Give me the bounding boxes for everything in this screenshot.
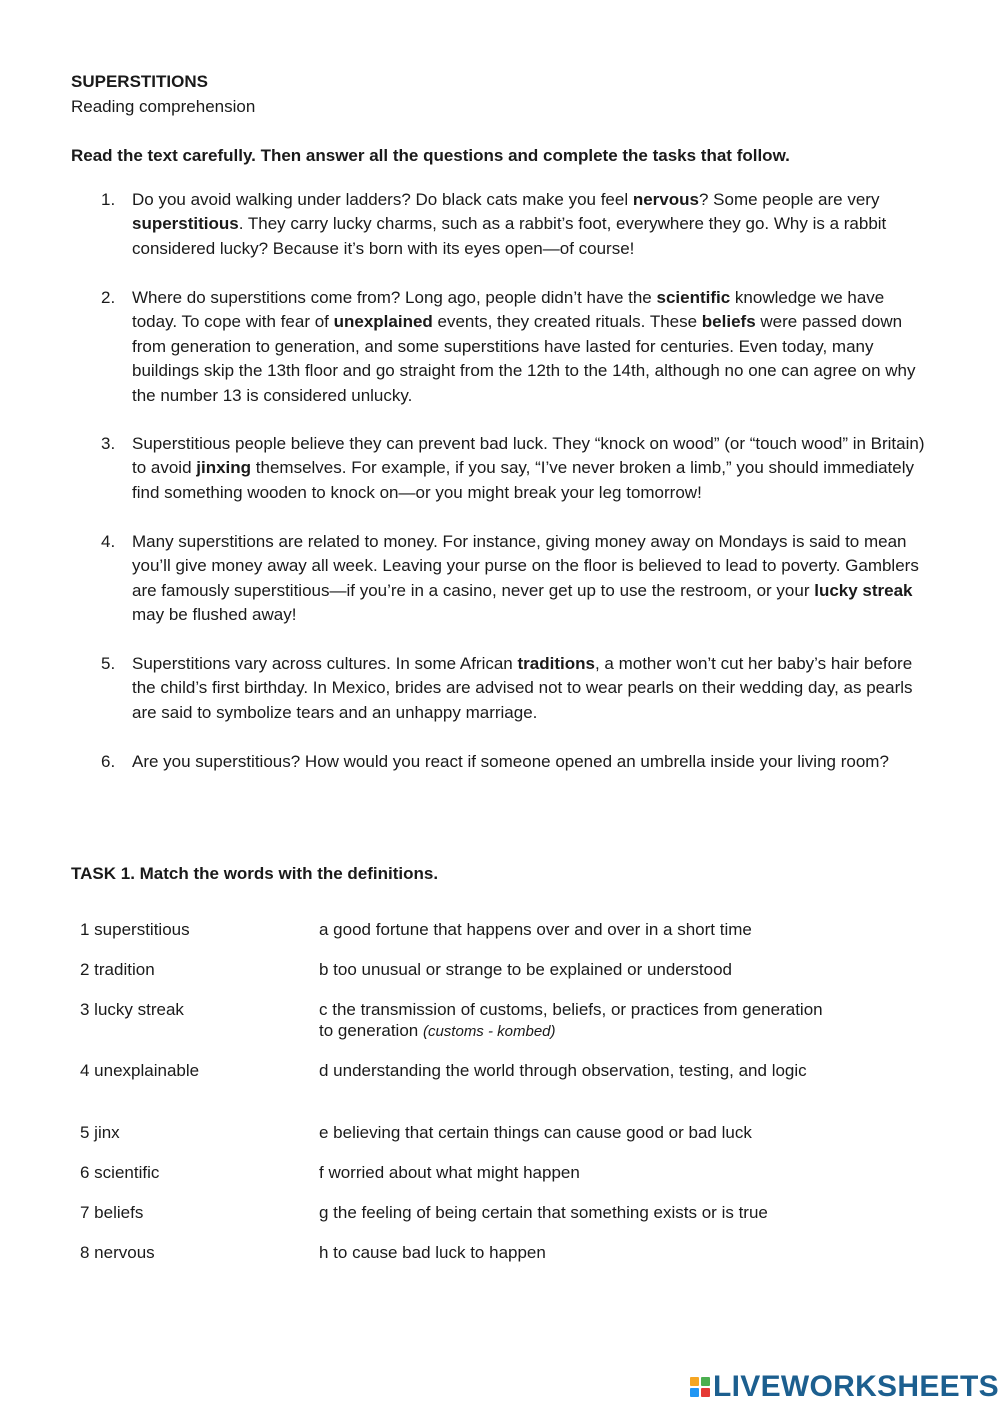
text-segment: Superstitious people believe they can prevent bad luck. They “knock on wood” (or “touch wood” in Britain) to avoid xyxy=(132,434,925,478)
instructions: Read the text carefully. Then answer all the questions and complete the tasks that follow. xyxy=(71,146,790,165)
match-definition: a good fortune that happens over and over in a short time xyxy=(319,920,752,939)
text-segment: , a mother won’t cut her baby’s hair before the child’s first birthday. In Mexico, brides are advised not to wear pearls on their wedding day, as pearls are said to symbolize tears and an unhappy marriage. xyxy=(132,654,913,722)
paragraph-text xyxy=(132,188,931,261)
match-word: 2 tradition xyxy=(80,960,155,979)
paragraph-number: 4. xyxy=(101,532,116,551)
key-word: superstitious xyxy=(132,214,239,234)
key-word: lucky streak xyxy=(814,580,913,600)
key-word: jinxing xyxy=(196,458,252,478)
logo-blocks-icon xyxy=(690,1377,710,1397)
match-word: 6 scientific xyxy=(80,1163,160,1182)
paragraph-number: 2. xyxy=(101,288,116,307)
text-segment: Are you superstitious? How would you react if someone opened an umbrella inside your living room? xyxy=(132,752,889,771)
paragraph-text xyxy=(132,432,931,505)
paragraph-number: 3. xyxy=(101,434,116,453)
paragraph-6 xyxy=(101,750,931,774)
paragraph-text xyxy=(132,530,931,628)
logo-block xyxy=(690,1388,699,1397)
match-word: 7 beliefs xyxy=(80,1203,144,1222)
text-segment: themselves. For example, if you say, “I’ve never broken a limb,” you should immediately find something wooden to knock on—or you might break your leg tomorrow! xyxy=(132,458,915,502)
page-title: SUPERSTITIONS xyxy=(71,72,208,91)
match-definition: g the feeling of being certain that something exists or is true xyxy=(319,1203,768,1222)
match-word: 1 superstitious xyxy=(80,920,190,939)
text-segment: . They carry lucky charms, such as a rabbit’s foot, everywhere they go. Why is a rabbit considered lucky? Because it’s born with its eyes open—of course! xyxy=(132,214,887,258)
text-segment: Many superstitions are related to money. For instance, giving money away on Mondays is said to mean you’ll give money away all week. Leaving your purse on the floor is believed to lead to poverty. Gamblers are famously superstitious—if you’re in a casino, never get up to use the restroom, or your xyxy=(132,532,919,600)
text-segment: knowledge we have today. To cope with fear of xyxy=(132,288,885,332)
definition-note: (customs - kombed) xyxy=(422,1023,556,1040)
match-word: 5 jinx xyxy=(80,1123,120,1142)
paragraph-number: 1. xyxy=(101,190,116,209)
logo-text: LIVEWORKSHEETS xyxy=(713,1370,999,1403)
key-word: nervous xyxy=(632,190,699,209)
liveworksheets-logo[interactable] xyxy=(690,1372,999,1402)
paragraph-text xyxy=(132,652,931,725)
key-word: traditions xyxy=(517,654,595,673)
text-segment: Superstitions vary across cultures. In some African xyxy=(132,654,518,673)
key-word: scientific xyxy=(656,288,731,307)
match-definition: b too unusual or strange to be explained or understood xyxy=(319,960,733,979)
text-segment: were passed down from generation to generation, and some superstitions have lasted for centuries. Even today, many buildings skip the 13th floor and go straight from the 12th to the 14th, although no one can agree on why the number 13 is considered unlucky. xyxy=(132,312,916,405)
paragraph-4 xyxy=(101,530,931,628)
text-segment: ? Some people are very xyxy=(698,190,880,209)
paragraph-text xyxy=(132,286,931,408)
text-segment: Do you avoid walking under ladders? Do black cats make you feel xyxy=(132,190,633,209)
match-definition: f worried about what might happen xyxy=(319,1163,580,1182)
match-definition: c the transmission of customs, beliefs, or practices from generation to generation (customs - kombed) xyxy=(319,1000,823,1040)
paragraph-3 xyxy=(101,432,931,505)
task-1-title: TASK 1. Match the words with the definitions. xyxy=(71,864,439,883)
text-segment: may be flushed away! xyxy=(132,605,297,625)
logo-block xyxy=(690,1377,699,1386)
match-definition: e believing that certain things can cause good or bad luck xyxy=(319,1123,752,1142)
match-word: 3 lucky streak xyxy=(80,1000,184,1019)
match-definition: d understanding the world through observation, testing, and logic xyxy=(319,1061,807,1080)
text-segment: Where do superstitions come from? Long ago, people didn’t have the xyxy=(132,288,657,307)
paragraph-text xyxy=(132,750,931,774)
paragraph-1 xyxy=(101,188,931,261)
key-word: unexplained xyxy=(333,312,433,332)
text-segment: events, they created rituals. These xyxy=(432,312,702,332)
key-word: beliefs xyxy=(701,312,756,332)
match-word: 4 unexplainable xyxy=(80,1061,200,1080)
paragraph-2 xyxy=(101,286,931,408)
logo-block xyxy=(701,1377,710,1386)
match-definition: h to cause bad luck to happen xyxy=(319,1243,546,1262)
page-subtitle: Reading comprehension xyxy=(71,97,256,116)
paragraph-number: 6. xyxy=(101,752,116,771)
logo-block xyxy=(701,1388,710,1397)
paragraph-number: 5. xyxy=(101,654,116,673)
match-word: 8 nervous xyxy=(80,1243,155,1262)
paragraph-5 xyxy=(101,652,931,725)
